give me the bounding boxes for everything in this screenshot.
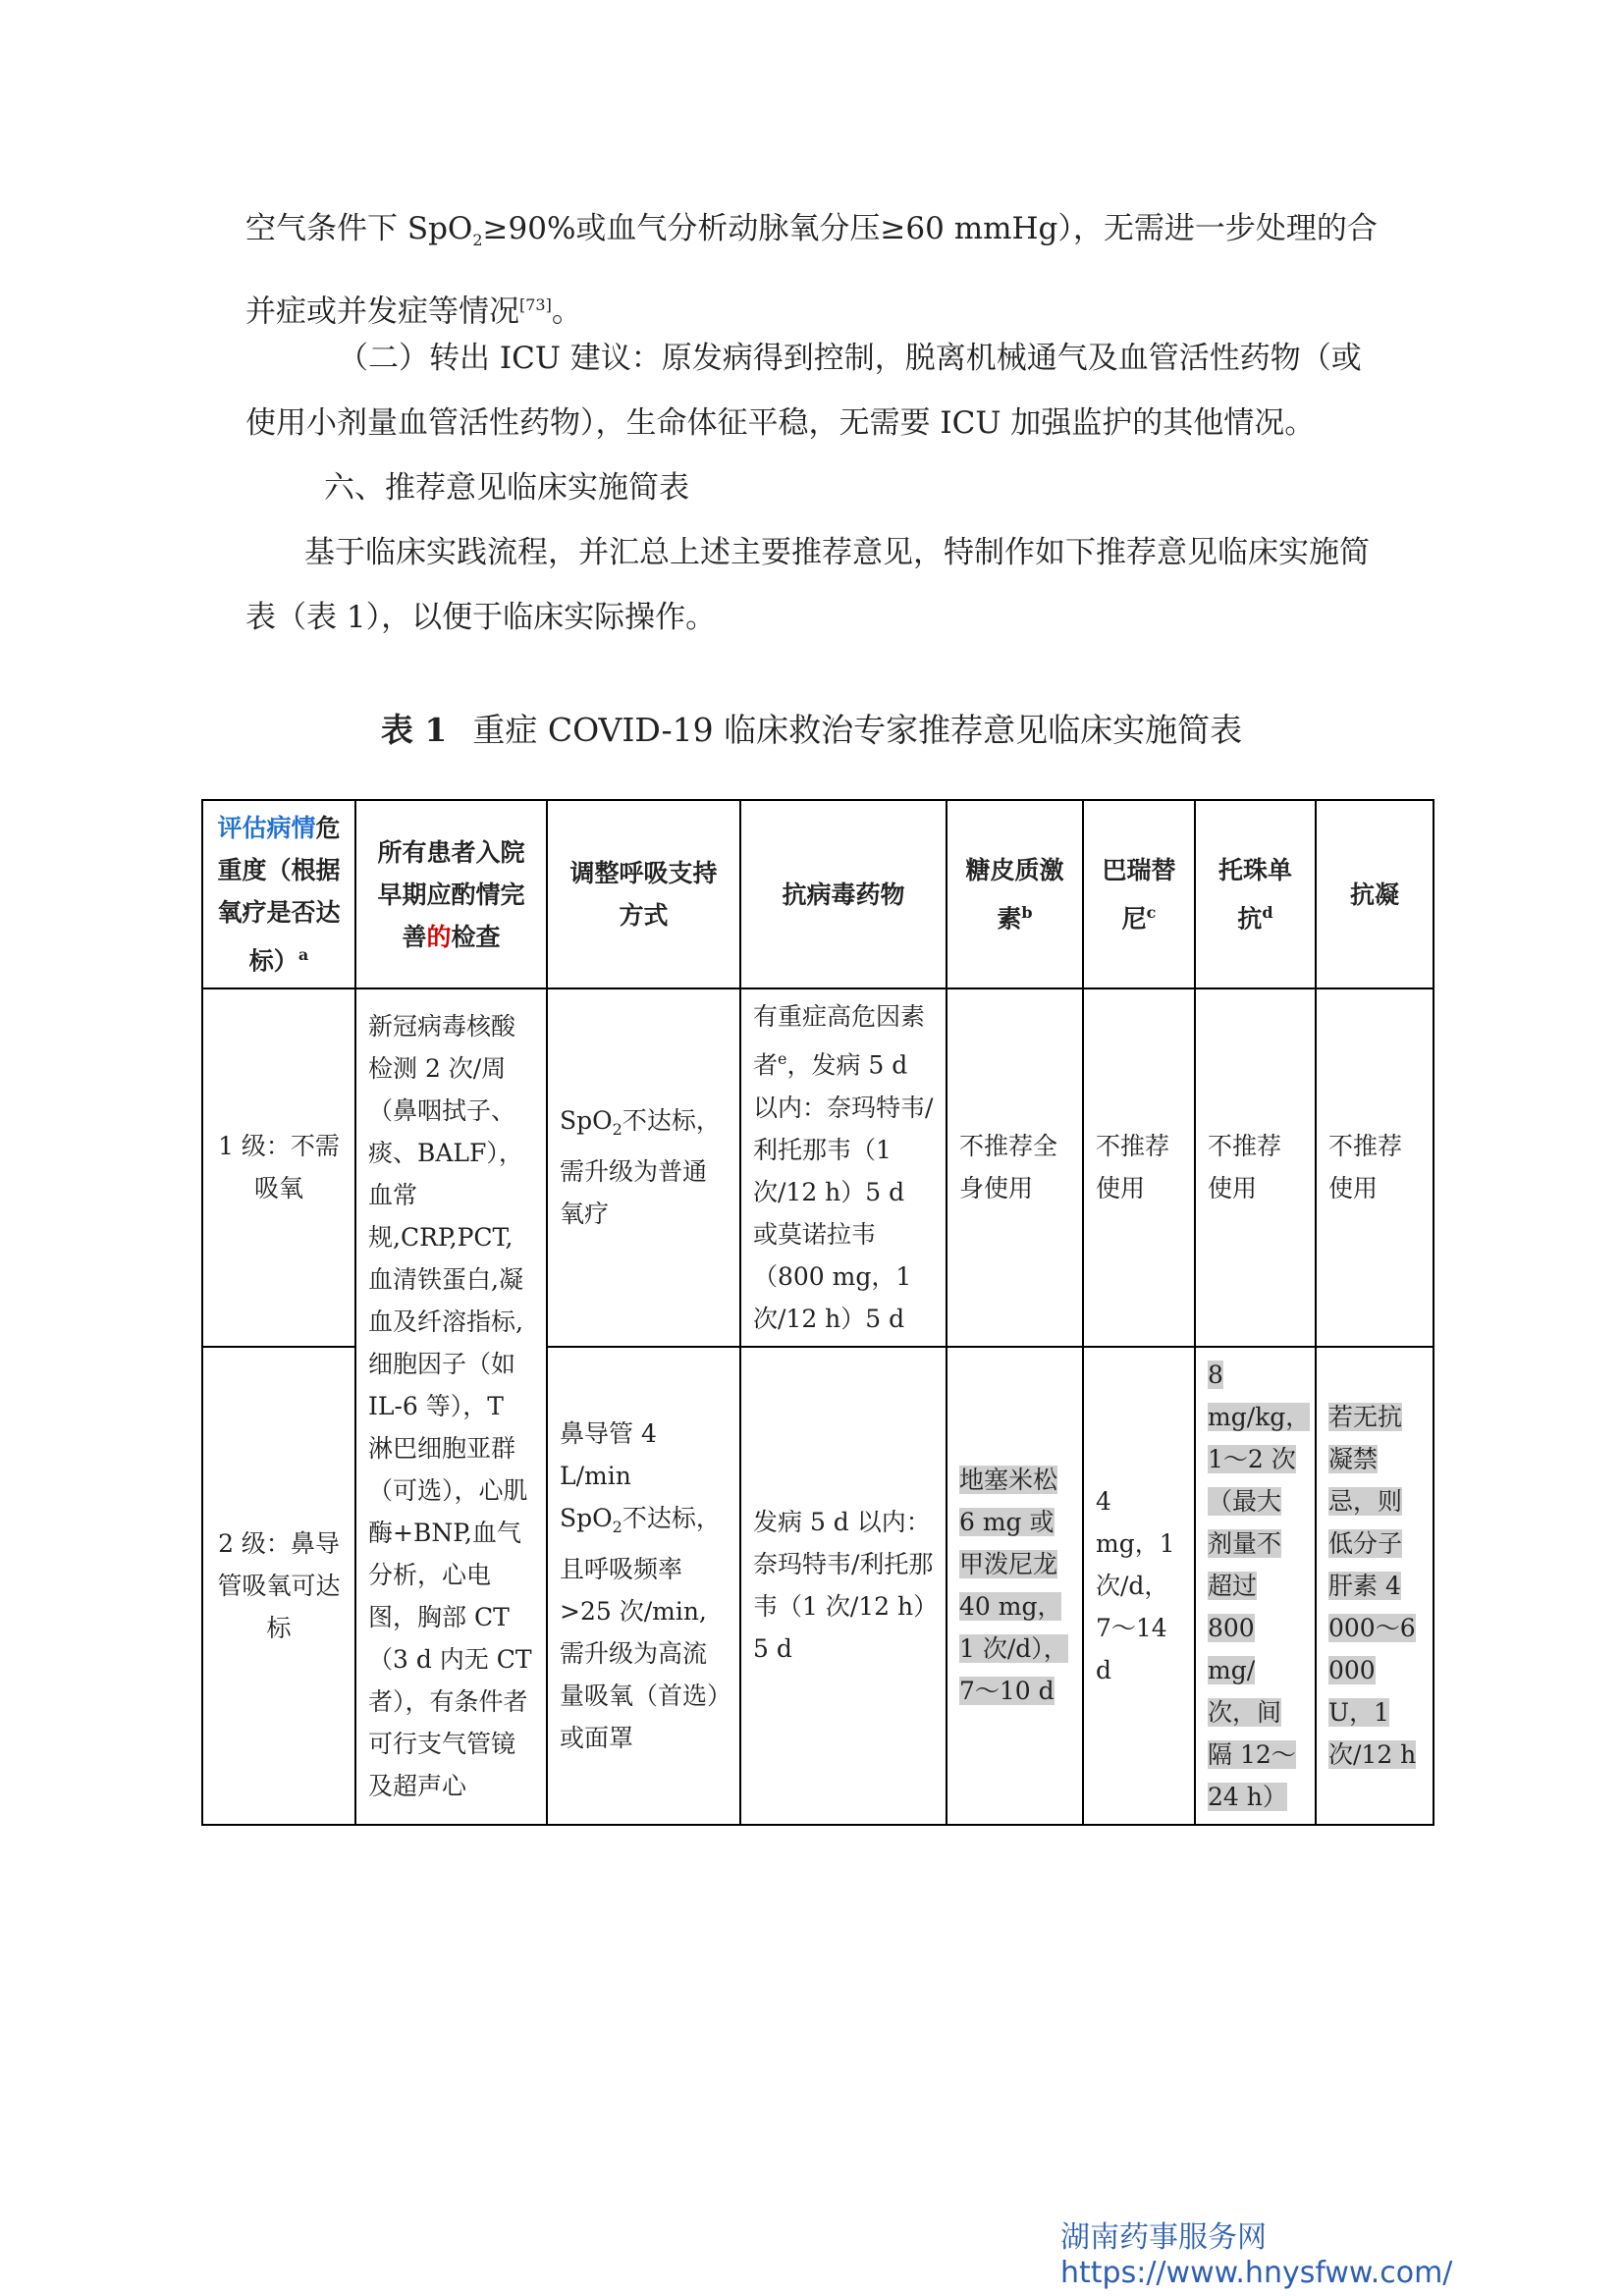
- header-severity-text: 危重度（根据氧疗是否达标）: [217, 814, 341, 976]
- resp1-sub: 2: [612, 1120, 622, 1140]
- table-caption-title: 重症 COVID-19 临床救治专家推荐意见临床实施简表: [472, 711, 1243, 749]
- cell-exams: 新冠病毒核酸检测 2 次/周（鼻咽拭子、痰、BALF），血常规,CRP,PCT,血清铁蛋白,凝血及纤溶指标,细胞因子（如 IL-6 等），T 淋巴细胞亚群（可选），心肌酶+BNP,血气分析，心电图，胸部 CT（3 d 内无 CT 者），有条件者可行支气管镜及超声心: [355, 988, 547, 1824]
- cell-baricitinib-1: 不推荐使用: [1083, 988, 1195, 1346]
- resp2-line-1: 鼻导管 4 L/min: [560, 1418, 657, 1490]
- cell-grade-1: 1 级：不需吸氧: [202, 988, 355, 1346]
- cell-antiviral-1: [740, 988, 947, 1346]
- footer-site-name: 湖南药事服务网: [1060, 2220, 1267, 2255]
- header-tocilizumab: [1195, 800, 1316, 988]
- header-anticoagulation: 抗凝: [1316, 800, 1434, 988]
- table-header-row: [202, 800, 1434, 988]
- header-steroid-text: 糖皮质激素: [965, 856, 1064, 934]
- cell-steroid-2: [947, 1347, 1083, 1825]
- antiviral1-text-b: ，发病 5 d 以内：奈玛特韦/利托那韦（1 次/12 h）5 d 或莫诺拉韦（800 mg，1 次/12 h）5 d: [753, 1050, 934, 1333]
- header-severity-sup: a: [298, 945, 309, 964]
- cell-anticoagulation-2: [1316, 1347, 1434, 1825]
- cell-antiviral-2: 发病 5 d 以内：奈玛特韦/利托那韦（1 次/12 h）5 d: [740, 1347, 947, 1825]
- table-row-grade-1: [202, 988, 1434, 1346]
- cell-respiratory-1: [547, 988, 740, 1346]
- cell-steroid-1: 不推荐全身使用: [947, 988, 1083, 1346]
- header-severity-blue: 评估病情: [217, 814, 316, 842]
- antiviral1-text-a: 有重症高危因素者: [753, 1002, 926, 1080]
- table-caption-label: 表 1: [380, 711, 448, 749]
- resp2-sub: 2: [612, 1517, 622, 1536]
- paragraph-2: （二）转出 ICU 建议：原发病得到控制，脱离机械通气及血管活性药物（或使用小剂量血管活性药物），生命体征平稳，无需要 ICU 加强监护的其他情况。: [245, 341, 1362, 441]
- cell-grade-2: 2 级：鼻导管吸氧可达标: [202, 1347, 355, 1825]
- resp2-text-b: 不达标，且呼吸频率>25 次/min,需升级为高流量吸氧（首选）或面罩: [560, 1503, 721, 1752]
- footer-watermark: [1060, 2220, 1452, 2291]
- cell-anticoagulation-1: 不推荐使用: [1316, 988, 1434, 1346]
- header-baricitinib: [1083, 800, 1195, 988]
- table-caption: [0, 705, 1623, 751]
- p1-text-end: 。: [551, 294, 582, 330]
- resp2-text-a: SpO: [560, 1503, 613, 1532]
- tocilizumab2-highlight: 8 mg/kg，1～2 次（最大剂量不超过 800 mg/次，间隔 12～24 h）: [1208, 1360, 1311, 1811]
- paragraph-1: [245, 196, 1384, 345]
- header-tocilizumab-text: 托珠单抗: [1217, 856, 1292, 934]
- section-heading: 六、推荐意见临床实施简表: [324, 470, 689, 506]
- cell-baricitinib-2: 4 mg，1 次/d，7～14 d: [1083, 1347, 1195, 1825]
- header-steroid: [947, 800, 1083, 988]
- header-tocilizumab-sup: d: [1262, 903, 1273, 922]
- p1-reference: [73]: [519, 295, 552, 315]
- p1-text-a: 空气条件下 SpO: [245, 211, 473, 246]
- header-respiratory: 调整呼吸支持方式: [547, 800, 740, 988]
- header-antiviral: 抗病毒药物: [740, 800, 947, 988]
- antiviral1-sup: e: [778, 1049, 787, 1069]
- anticoag2-highlight: 若无抗凝禁忌，则低分子肝素 4 000～6 000 U，1 次/12 h: [1328, 1402, 1417, 1769]
- paragraph-4: 基于临床实践流程，并汇总上述主要推荐意见，特制作如下推荐意见临床实施简表（表 1），以便于临床实际操作。: [245, 535, 1370, 635]
- header-exams-text-b: 检查: [451, 922, 501, 951]
- footer-url[interactable]: https://www.hnysfww.com/: [1060, 2256, 1453, 2290]
- header-exams-red: 的: [426, 922, 452, 951]
- resp1-text-a: SpO: [560, 1106, 613, 1136]
- resp1-text-b: 不达标，需升级为普通氧疗: [560, 1106, 721, 1229]
- header-baricitinib-text: 巴瑞替尼: [1102, 856, 1176, 934]
- header-steroid-sup: b: [1021, 903, 1033, 922]
- p1-text-b: ≥90%或血气分析动脉氧分压≥60 mmHg），无需进一步处理的合并症或并发症等情况: [245, 211, 1378, 330]
- cell-respiratory-2: [547, 1347, 740, 1825]
- cell-tocilizumab-2: [1195, 1347, 1316, 1825]
- p1-subscript: 2: [472, 231, 483, 250]
- header-exams: [355, 800, 547, 988]
- header-exams-text-a: 所有患者入院早期应酌情完善: [377, 837, 525, 951]
- recommendation-table: [201, 799, 1434, 1826]
- steroid2-highlight: 地塞米松 6 mg 或甲泼尼龙 40 mg，1 次/d），7～10 d: [959, 1466, 1068, 1706]
- cell-tocilizumab-1: 不推荐使用: [1195, 988, 1316, 1346]
- header-baricitinib-sup: c: [1146, 903, 1157, 922]
- header-severity: [202, 800, 355, 988]
